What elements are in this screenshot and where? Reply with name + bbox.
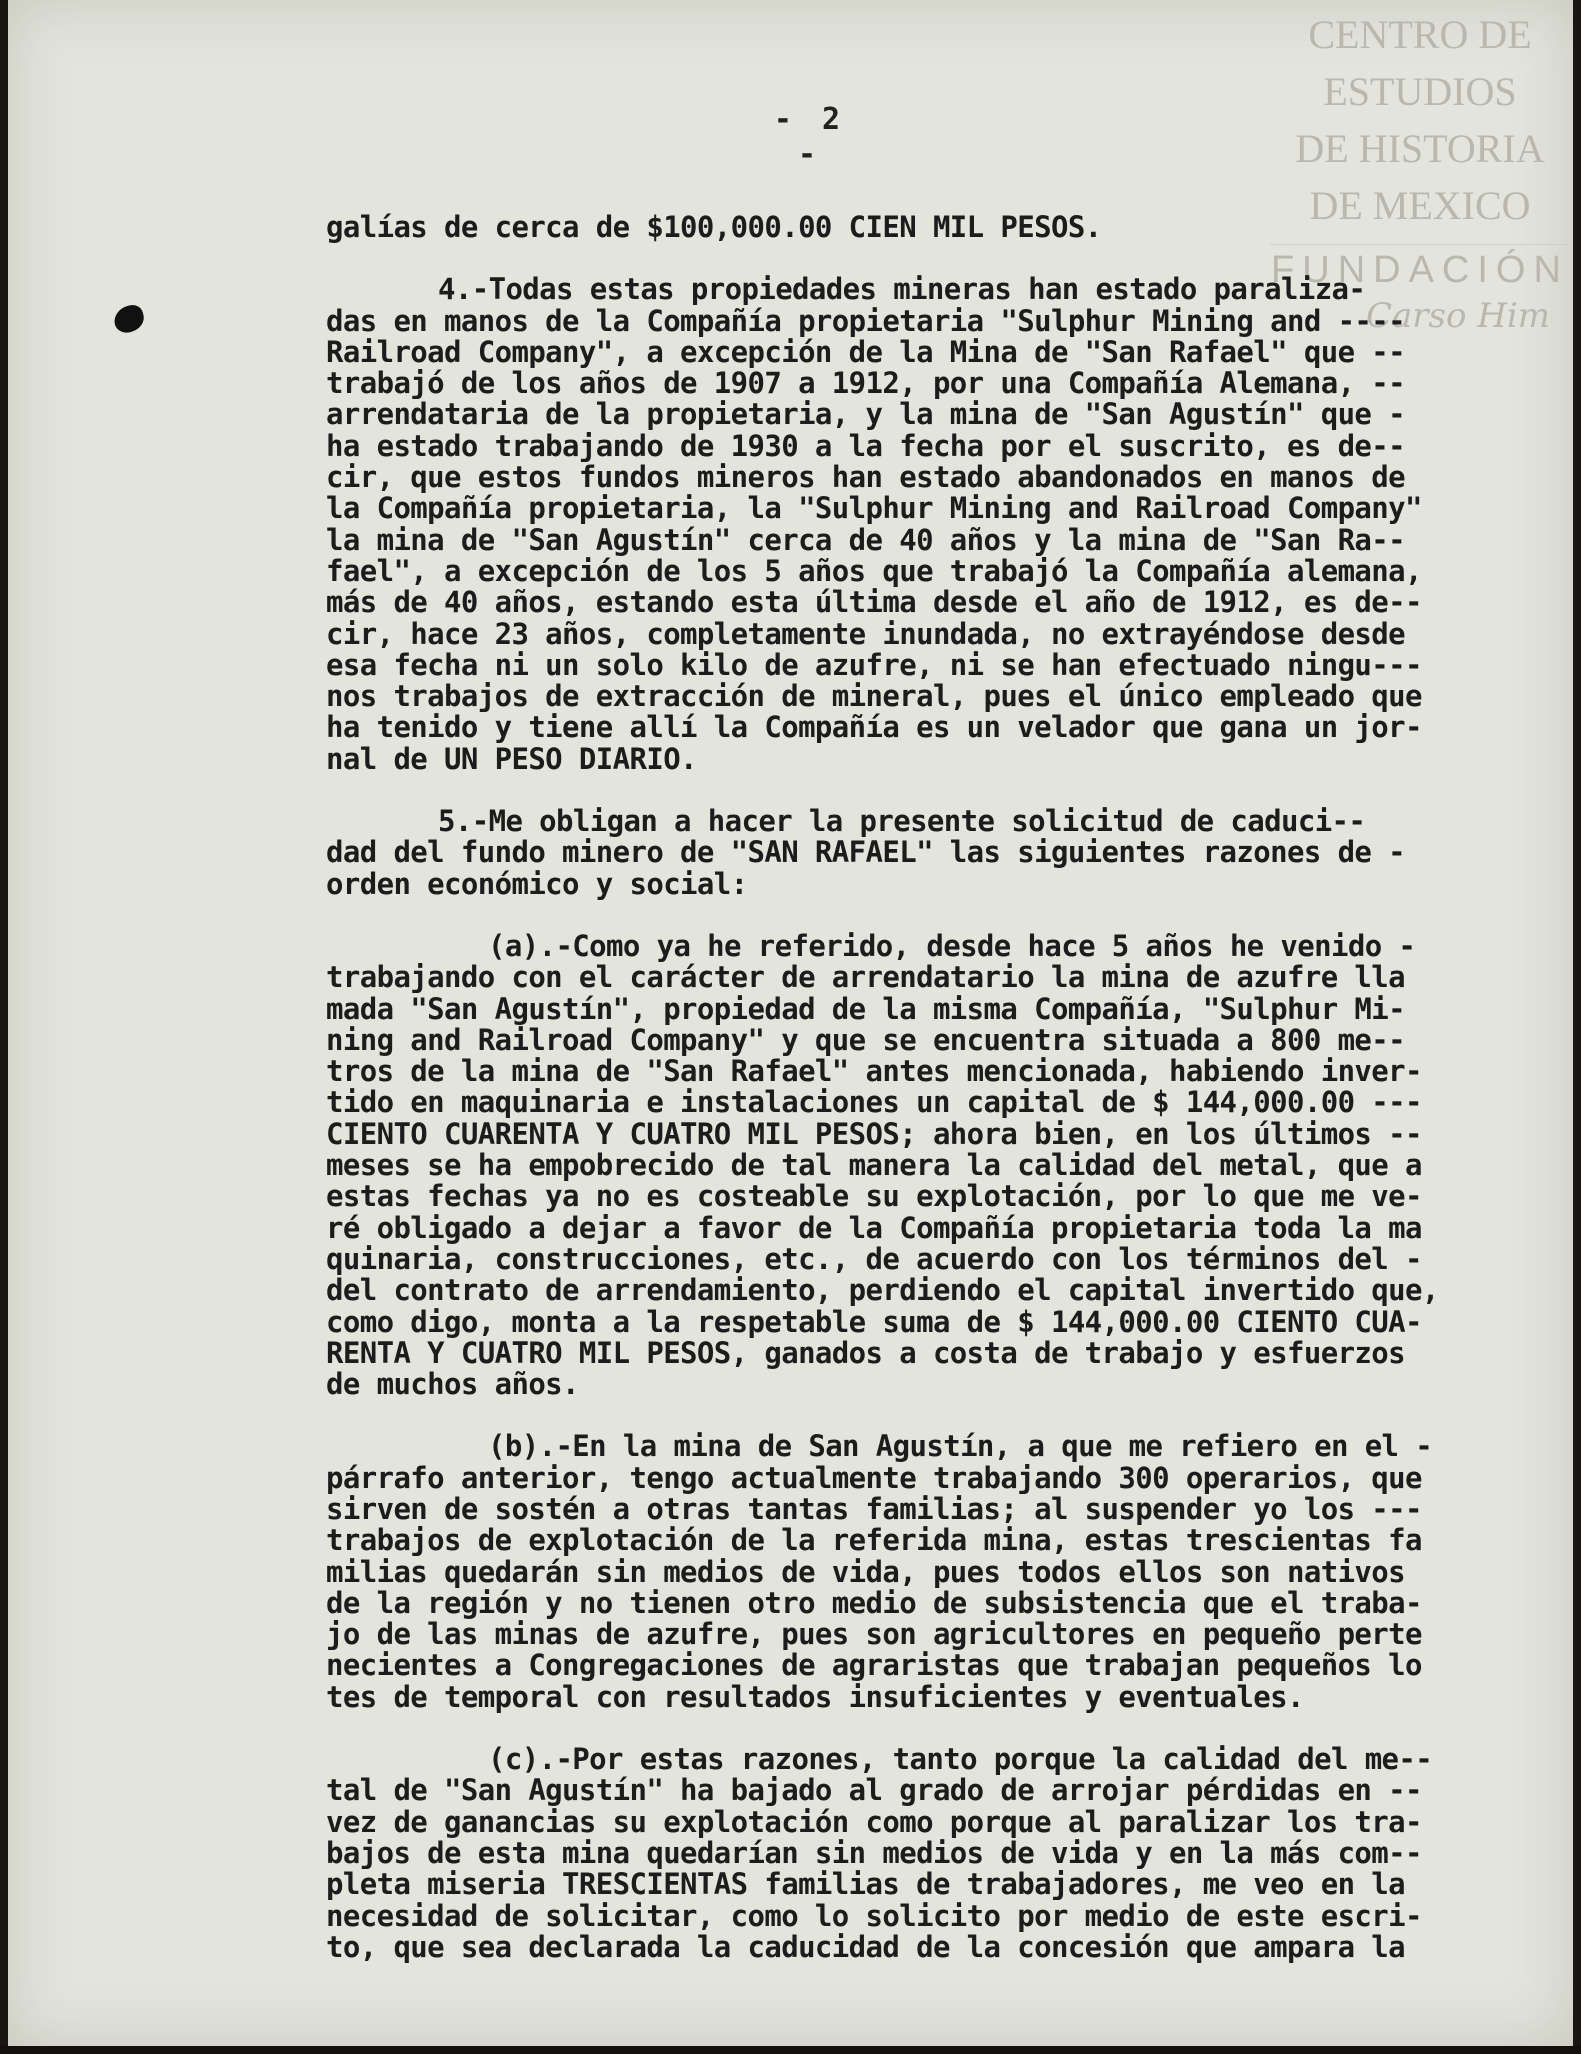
text-line: sirven de sostén a otras tantas familias; al suspender yo los --- (326, 1491, 1422, 1526)
text-line: mada "San Agustín", propiedad de la misma Compañía, "Sulphur Mi- (326, 991, 1406, 1026)
typed-body-text (326, 212, 1566, 1994)
text-line: RENTA Y CUATRO MIL PESOS, ganados a costa de trabajo y esfuerzos (326, 1335, 1406, 1370)
text-line: to, que sea declarada la caducidad de la concesión que ampara la (326, 1929, 1406, 1964)
watermark-line: DE HISTORIA (1295, 126, 1545, 171)
text-line: bajos de esta mina quedarían sin medios de vida y en la más com-- (326, 1835, 1422, 1870)
text-line: más de 40 años, estando esta última desde el año de 1912, es de-- (326, 585, 1422, 620)
text-line: das en manos de la Compañía propietaria "Sulphur Mining and ---- (326, 303, 1406, 338)
text-line: del contrato de arrendamiento, perdiendo el capital invertido que, (326, 1273, 1439, 1308)
text-line: párrafo anterior, tengo actualmente trabajando 300 operarios, que (326, 1460, 1422, 1495)
text-line: fael", a excepción de los 5 años que trabajó la Compañía alemana, (326, 553, 1422, 588)
text-line: la Compañía propietaria, la "Sulphur Mining and Railroad Company" (326, 491, 1422, 526)
text-line: necientes a Congregaciones de agraristas que trabajan pequeños lo (326, 1648, 1422, 1683)
text-line: trabajó de los años de 1907 a 1912, por una Compañía Alemana, -- (326, 366, 1406, 401)
text-line: dad del fundo minero de "SAN RAFAEL" las siguientes razones de - (326, 835, 1406, 870)
paragraph (326, 1744, 1566, 1963)
text-line: tes de temporal con resultados insuficientes y eventuales. (326, 1679, 1304, 1714)
text-line: galías de cerca de $100,000.00 CIEN MIL PESOS. (326, 210, 1102, 244)
text-line: cir, hace 23 años, completamente inundada, no extrayéndose desde (326, 616, 1406, 651)
text-line: meses se ha empobrecido de tal manera la calidad del metal, que a (326, 1148, 1422, 1183)
text-line: orden económico y social: (326, 866, 748, 901)
text-line: (a).-Como ya he referido, desde hace 5 años he venido - (488, 928, 1416, 963)
text-line: (b).-En la mina de San Agustín, a que me refiero en el - (488, 1429, 1433, 1464)
paragraph (326, 274, 1566, 775)
paragraph (326, 212, 1566, 243)
text-line: tido en maquinaria e instalaciones un capital de $ 144,000.00 --- (326, 1085, 1422, 1120)
ink-blot-mark (111, 303, 147, 336)
text-line: arrendataria de la propietaria, y la mina de "San Agustín" que - (326, 397, 1406, 432)
watermark-line: ESTUDIOS (1323, 69, 1517, 114)
text-line: esa fecha ni un solo kilo de azufre, ni se han efectuado ningu--- (326, 647, 1422, 682)
text-line: (c).-Por estas razones, tanto porque la calidad del me-- (488, 1742, 1433, 1777)
text-line: ha estado trabajando de 1930 a la fecha por el suscrito, es de-- (326, 428, 1406, 463)
text-line: quinaria, construcciones, etc., de acuerdo con los términos del - (326, 1241, 1422, 1276)
watermark-foundation: FUNDACIÓN (1271, 249, 1569, 291)
scan-border (0, 2046, 1581, 2054)
paragraph (326, 1431, 1566, 1713)
text-line: nal de UN PESO DIARIO. (326, 741, 697, 776)
text-line: de muchos años. (326, 1367, 579, 1402)
text-line: trabajos de explotación de la referida mina, estas trescientas fa (326, 1523, 1422, 1558)
watermark-signature: Carso Him (1365, 296, 1550, 336)
text-line: milias quedarán sin medios de vida, pues todos ellos son nativos (326, 1554, 1406, 1589)
watermark-line: DE MEXICO (1309, 183, 1531, 228)
text-line: de la región y no tienen otro medio de subsistencia que el traba- (326, 1585, 1422, 1620)
text-line: ha tenido y tiene allí la Compañía es un velador que gana un jor- (326, 710, 1422, 745)
text-line: tros de la mina de "San Rafael" antes mencionada, habiendo inver- (326, 1054, 1422, 1089)
page-number: - 2 - (773, 102, 847, 172)
text-line: vez de ganancias su explotación como porque al paralizar los tra- (326, 1804, 1422, 1839)
text-line: trabajando con el carácter de arrendatario la mina de azufre lla (326, 960, 1406, 995)
text-line: nos trabajos de extracción de mineral, pues el único empleado que (326, 679, 1422, 714)
paragraph (326, 928, 1566, 1402)
text-line: la mina de "San Agustín" cerca de 40 años y la mina de "San Ra-- (326, 522, 1406, 557)
watermark-line: CENTRO DE (1308, 12, 1532, 57)
paragraph (326, 806, 1566, 900)
text-line: ning and Railroad Company" y que se encuentra situada a 800 me-- (326, 1022, 1406, 1057)
document-page (8, 0, 1573, 2046)
text-line: pleta miseria TRESCIENTAS familias de trabajadores, me veo en la (326, 1867, 1406, 1902)
text-line: tal de "San Agustín" ha bajado al grado de arrojar pérdidas en -- (326, 1773, 1422, 1808)
text-line: necesidad de solicitar, como lo solicito por medio de este escri- (326, 1898, 1422, 1933)
text-line: ré obligado a dejar a favor de la Compañía propietaria toda la ma (326, 1210, 1422, 1245)
text-line: como digo, monta a la respetable suma de $ 144,000.00 CIENTO CUA- (326, 1304, 1422, 1339)
text-line: CIENTO CUARENTA Y CUATRO MIL PESOS; ahora bien, en los últimos -- (326, 1116, 1422, 1151)
text-line: Railroad Company", a excepción de la Mina de "San Rafael" que -- (326, 334, 1406, 369)
text-line: 5.-Me obligan a hacer la presente solicitud de caduci-- (438, 804, 1366, 839)
text-line: jo de las minas de azufre, pues son agricultores en pequeño perte (326, 1617, 1422, 1652)
text-line: cir, que estos fundos mineros han estado abandonados en manos de (326, 460, 1406, 495)
text-line: 4.-Todas estas propiedades mineras han estado paraliza- (438, 272, 1366, 307)
text-line: estas fechas ya no es costeable su explotación, por lo que me ve- (326, 1179, 1422, 1214)
